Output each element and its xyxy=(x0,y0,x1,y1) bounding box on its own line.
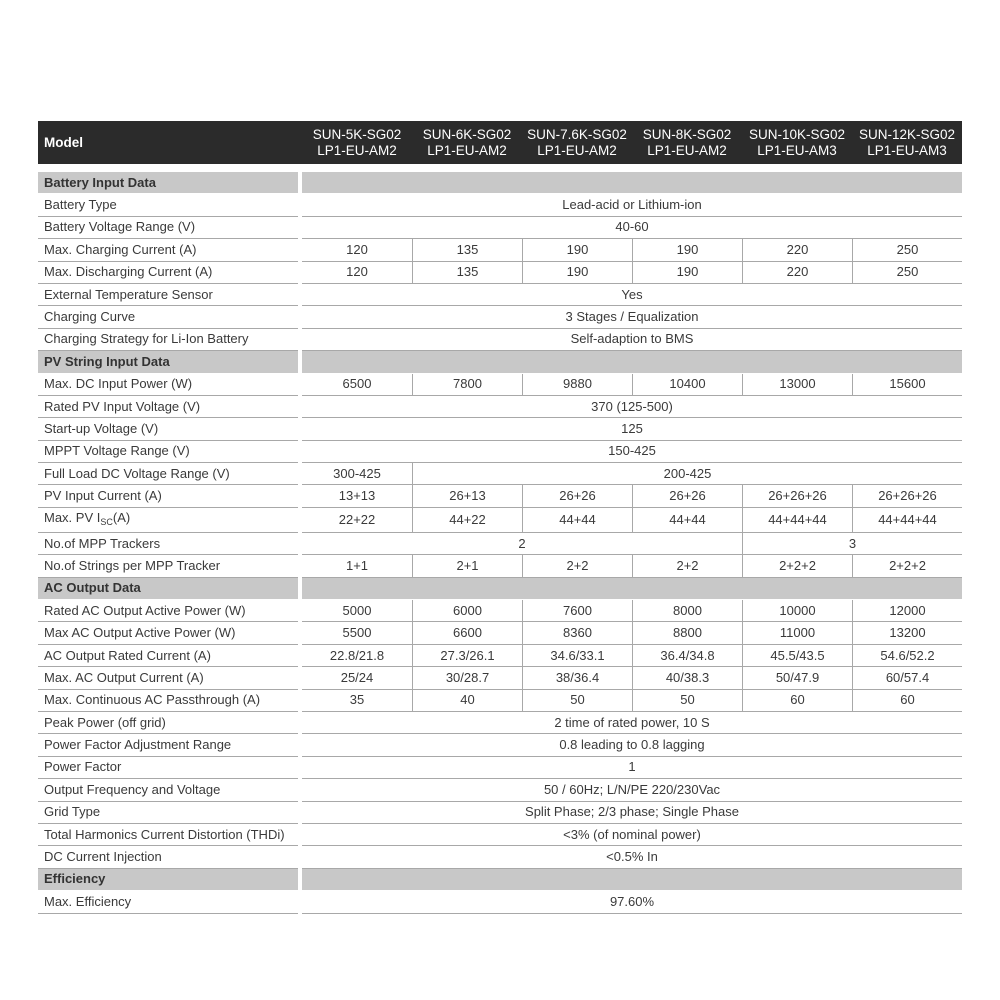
row-label: Battery Voltage Range (V) xyxy=(38,217,298,239)
model-name-line1: SUN-5K-SG02 xyxy=(312,126,402,142)
row-value: 0.8 leading to 0.8 lagging xyxy=(302,734,962,756)
row-value: 50/47.9 xyxy=(742,667,852,689)
row-value: 22+22 xyxy=(302,508,412,533)
row-value: 1 xyxy=(302,757,962,779)
row-value: 40 xyxy=(412,690,522,712)
row-value: 2 xyxy=(302,533,742,555)
model-name-6 xyxy=(852,121,962,164)
row-value: Self-adaption to BMS xyxy=(302,329,962,351)
section-title-battery: Battery Input Data xyxy=(38,172,298,194)
row-value: 40-60 xyxy=(302,217,962,239)
row-value: 26+26+26 xyxy=(742,485,852,507)
row-label: Power Factor Adjustment Range xyxy=(38,734,298,756)
section-battery xyxy=(38,172,962,194)
row-value: 7600 xyxy=(522,600,632,622)
row-value: 5000 xyxy=(302,600,412,622)
row-value: 44+44+44 xyxy=(852,508,962,533)
row-label: Charging Curve xyxy=(38,306,298,328)
row-value: 8360 xyxy=(522,622,632,644)
row-value: 50 xyxy=(522,690,632,712)
row-max-dc-power xyxy=(38,374,962,396)
spacer-cell xyxy=(38,164,962,172)
model-name-1 xyxy=(302,121,412,164)
row-value: 40/38.3 xyxy=(632,667,742,689)
row-value: 97.60% xyxy=(302,891,962,913)
model-name-line1: SUN-10K-SG02 xyxy=(748,126,846,142)
model-name-line2: LP1-EU-AM3 xyxy=(867,142,947,158)
row-value: 60 xyxy=(852,690,962,712)
row-value: 44+44+44 xyxy=(742,508,852,533)
section-fill xyxy=(302,869,962,891)
row-label: Max. AC Output Current (A) xyxy=(38,667,298,689)
row-label: Max. Discharging Current (A) xyxy=(38,262,298,284)
row-mppt-range xyxy=(38,441,962,463)
row-value: 135 xyxy=(412,239,522,261)
row-value: 8800 xyxy=(632,622,742,644)
row-value: 2+2 xyxy=(632,555,742,577)
row-output-freq xyxy=(38,779,962,801)
row-value: 6600 xyxy=(412,622,522,644)
row-max-passthrough xyxy=(38,690,962,712)
row-max-charging xyxy=(38,239,962,261)
section-fill xyxy=(302,172,962,194)
row-value: 26+26+26 xyxy=(852,485,962,507)
row-rated-pv-voltage xyxy=(38,396,962,418)
row-value: 8000 xyxy=(632,600,742,622)
row-value: <0.5% In xyxy=(302,846,962,868)
row-label: Max. Efficiency xyxy=(38,891,298,913)
row-value: 190 xyxy=(632,262,742,284)
row-label: Power Factor xyxy=(38,757,298,779)
row-value: 12000 xyxy=(852,600,962,622)
model-name-line1: SUN-12K-SG02 xyxy=(858,126,956,142)
row-max-ac-current xyxy=(38,667,962,689)
row-label: Rated AC Output Active Power (W) xyxy=(38,600,298,622)
section-title-ac: AC Output Data xyxy=(38,578,298,600)
model-name-5 xyxy=(742,121,852,164)
row-value: 2+2+2 xyxy=(852,555,962,577)
row-value: 34.6/33.1 xyxy=(522,645,632,667)
row-value: 135 xyxy=(412,262,522,284)
section-fill xyxy=(302,578,962,600)
section-ac xyxy=(38,578,962,600)
row-value: 370 (125-500) xyxy=(302,396,962,418)
model-name-4 xyxy=(632,121,742,164)
row-dc-injection xyxy=(38,846,962,868)
row-value: 150-425 xyxy=(302,441,962,463)
section-title-eff: Efficiency xyxy=(38,869,298,891)
model-name-line2: LP1-EU-AM2 xyxy=(427,142,507,158)
row-value: 10400 xyxy=(632,374,742,396)
row-label: Max. DC Input Power (W) xyxy=(38,374,298,396)
row-value: 220 xyxy=(742,239,852,261)
row-label: No.of MPP Trackers xyxy=(38,533,298,555)
model-name-line1: SUN-6K-SG02 xyxy=(422,126,512,142)
row-label xyxy=(38,508,298,533)
row-strings-per-mpp xyxy=(38,555,962,577)
row-label: External Temperature Sensor xyxy=(38,284,298,306)
row-value: 26+26 xyxy=(522,485,632,507)
model-name-3 xyxy=(522,121,632,164)
row-label: Grid Type xyxy=(38,802,298,824)
row-label: Rated PV Input Voltage (V) xyxy=(38,396,298,418)
row-power-factor xyxy=(38,757,962,779)
row-label: Peak Power (off grid) xyxy=(38,712,298,734)
row-charging-strategy xyxy=(38,329,962,351)
row-thdi xyxy=(38,824,962,846)
row-value: 2+2 xyxy=(522,555,632,577)
row-startup-voltage xyxy=(38,418,962,440)
row-value: 190 xyxy=(522,239,632,261)
model-name-line2: LP1-EU-AM2 xyxy=(317,142,397,158)
row-value: 9880 xyxy=(522,374,632,396)
row-value: 190 xyxy=(522,262,632,284)
header-row xyxy=(38,121,962,164)
row-value: 190 xyxy=(632,239,742,261)
row-value: 35 xyxy=(302,690,412,712)
row-label: Start-up Voltage (V) xyxy=(38,418,298,440)
row-label: Full Load DC Voltage Range (V) xyxy=(38,463,298,485)
row-value: 7800 xyxy=(412,374,522,396)
model-name-line1: SUN-8K-SG02 xyxy=(642,126,732,142)
row-value: 60 xyxy=(742,690,852,712)
row-max-efficiency xyxy=(38,891,962,913)
row-pv-input-current xyxy=(38,485,962,507)
row-value: 50 xyxy=(632,690,742,712)
row-value: 3 xyxy=(742,533,962,555)
row-value: 13000 xyxy=(742,374,852,396)
row-label: Max AC Output Active Power (W) xyxy=(38,622,298,644)
row-value: Split Phase; 2/3 phase; Single Phase xyxy=(302,802,962,824)
section-title-pv: PV String Input Data xyxy=(38,351,298,373)
row-value: 50 / 60Hz; L/N/PE 220/230Vac xyxy=(302,779,962,801)
row-label: Max. Continuous AC Passthrough (A) xyxy=(38,690,298,712)
row-value: 120 xyxy=(302,262,412,284)
row-label: Max. Charging Current (A) xyxy=(38,239,298,261)
row-label: No.of Strings per MPP Tracker xyxy=(38,555,298,577)
label-unit: (A) xyxy=(112,509,131,525)
row-value: 2 time of rated power, 10 S xyxy=(302,712,962,734)
row-value: 11000 xyxy=(742,622,852,644)
model-name-line1: SUN-7.6K-SG02 xyxy=(527,126,627,142)
model-header-label: Model xyxy=(38,121,298,164)
row-value: 120 xyxy=(302,239,412,261)
row-grid-type xyxy=(38,802,962,824)
section-eff xyxy=(38,869,962,891)
row-value: 6000 xyxy=(412,600,522,622)
row-value: 10000 xyxy=(742,600,852,622)
row-value: 27.3/26.1 xyxy=(412,645,522,667)
row-charging-curve xyxy=(38,306,962,328)
row-value: 2+2+2 xyxy=(742,555,852,577)
row-label: MPPT Voltage Range (V) xyxy=(38,441,298,463)
row-value: 54.6/52.2 xyxy=(852,645,962,667)
row-value: 2+1 xyxy=(412,555,522,577)
row-value: 6500 xyxy=(302,374,412,396)
row-value: 250 xyxy=(852,262,962,284)
row-label: Battery Type xyxy=(38,194,298,216)
row-value: 220 xyxy=(742,262,852,284)
row-value: 36.4/34.8 xyxy=(632,645,742,667)
row-max-ac-power xyxy=(38,622,962,644)
section-pv xyxy=(38,351,962,373)
row-pf-range xyxy=(38,734,962,756)
row-label: DC Current Injection xyxy=(38,846,298,868)
row-value: 26+26 xyxy=(632,485,742,507)
row-value: 26+13 xyxy=(412,485,522,507)
row-battery-type xyxy=(38,194,962,216)
row-value: 3 Stages / Equalization xyxy=(302,306,962,328)
row-value: 44+22 xyxy=(412,508,522,533)
spec-table xyxy=(38,121,962,914)
section-fill xyxy=(302,351,962,373)
model-name-line2: LP1-EU-AM2 xyxy=(647,142,727,158)
row-max-pv-isc xyxy=(38,508,962,533)
row-value: 45.5/43.5 xyxy=(742,645,852,667)
header-spacer xyxy=(38,164,962,172)
row-value: 38/36.4 xyxy=(522,667,632,689)
row-label: Output Frequency and Voltage xyxy=(38,779,298,801)
row-rated-ac-power xyxy=(38,600,962,622)
row-value: 250 xyxy=(852,239,962,261)
row-value: 300-425 xyxy=(302,463,412,485)
row-label: PV Input Current (A) xyxy=(38,485,298,507)
row-ext-temp xyxy=(38,284,962,306)
row-value: Yes xyxy=(302,284,962,306)
row-ac-rated-current xyxy=(38,645,962,667)
row-value: 125 xyxy=(302,418,962,440)
row-value: 25/24 xyxy=(302,667,412,689)
row-value: 30/28.7 xyxy=(412,667,522,689)
row-mpp-trackers xyxy=(38,533,962,555)
row-value: 5500 xyxy=(302,622,412,644)
row-label: Charging Strategy for Li-Ion Battery xyxy=(38,329,298,351)
row-value: 13+13 xyxy=(302,485,412,507)
row-value: 44+44 xyxy=(522,508,632,533)
row-value: 22.8/21.8 xyxy=(302,645,412,667)
row-battery-voltage xyxy=(38,217,962,239)
row-value: <3% (of nominal power) xyxy=(302,824,962,846)
row-value: 44+44 xyxy=(632,508,742,533)
model-name-line2: LP1-EU-AM2 xyxy=(537,142,617,158)
row-value: Lead-acid or Lithium-ion xyxy=(302,194,962,216)
row-value: 60/57.4 xyxy=(852,667,962,689)
row-value: 13200 xyxy=(852,622,962,644)
row-value: 15600 xyxy=(852,374,962,396)
row-label: AC Output Rated Current (A) xyxy=(38,645,298,667)
row-value: 200-425 xyxy=(412,463,962,485)
model-name-2 xyxy=(412,121,522,164)
row-max-discharging xyxy=(38,262,962,284)
row-peak-power xyxy=(38,712,962,734)
model-name-line2: LP1-EU-AM3 xyxy=(757,142,837,158)
label-text: Max. PV I xyxy=(44,509,101,525)
row-label: Total Harmonics Current Distortion (THDi) xyxy=(38,824,298,846)
label-subscript: SC xyxy=(100,516,113,527)
row-full-load-range xyxy=(38,463,962,485)
row-value: 1+1 xyxy=(302,555,412,577)
